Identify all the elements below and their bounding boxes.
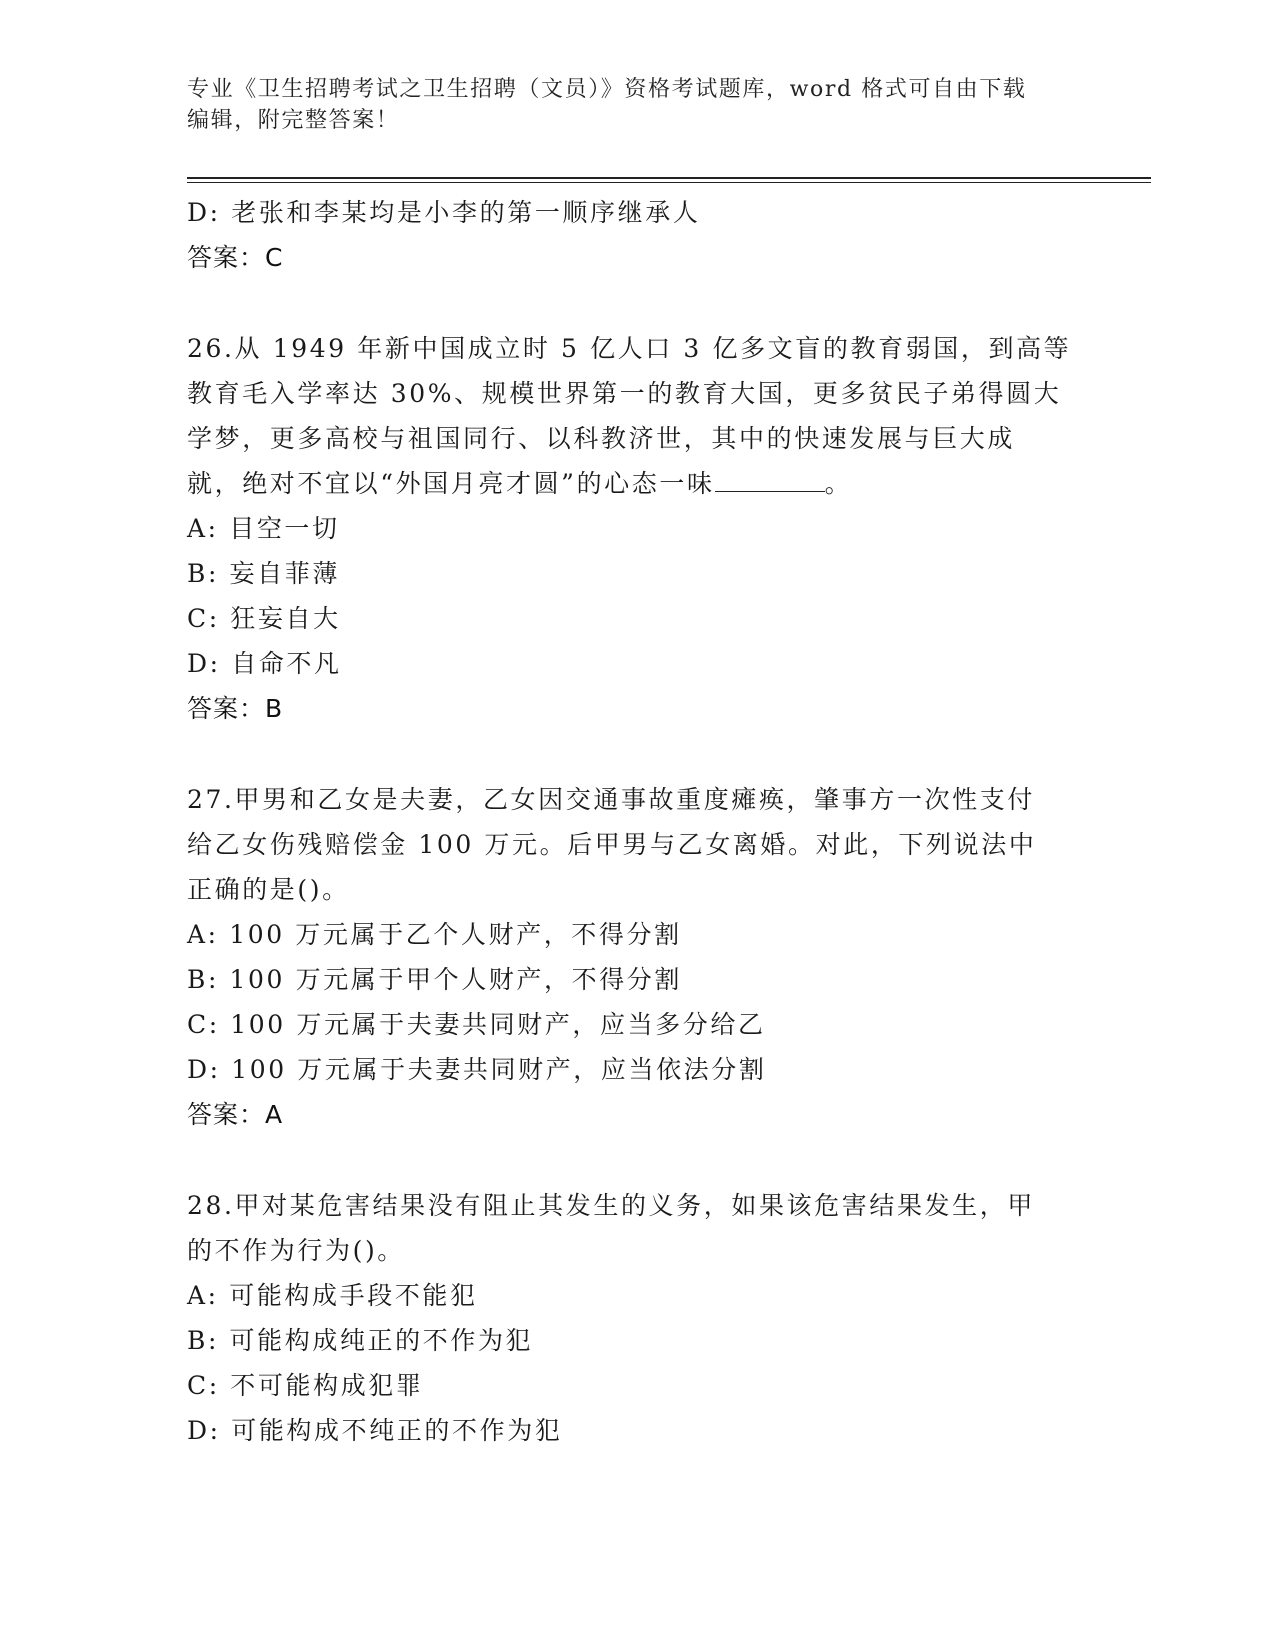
q26-stem-line-4 [187,461,1087,506]
q27-stem-line-2: 给乙女伤残赔偿金 100 万元。后甲男与乙女离婚。对此，下列说法中 [187,830,1037,859]
q27-stem-line-1: 27.甲男和乙女是夫妻，乙女因交通事故重度瘫痪，肇事方一次性支付 [187,785,1035,814]
q28-option-a: A: 可能构成手段不能犯 [187,1281,478,1310]
q26-stem-line-4-text: 就，绝对不宜以“外国月亮才圆”的心态一味 [187,469,715,498]
q27-option-a: A: 100 万元属于乙个人财产，不得分割 [187,920,682,949]
question-25-tail [187,190,1087,280]
q25-option-d: D: 老张和李某均是小李的第一顺序继承人 [187,198,701,227]
q28-option-b: B: 可能构成纯正的不作为犯 [187,1326,534,1355]
header-rule-thin [187,182,1151,183]
q26-stem-line-3: 学梦，更多高校与祖国同行、以科教济世，其中的快速发展与巨大成 [187,424,1016,453]
question-content [187,190,1087,1453]
q27-option-c: C: 100 万元属于夫妻共同财产，应当多分给乙 [187,1010,766,1039]
header-title-line-2: 编辑，附完整答案！ [187,108,400,133]
q26-option-c: C: 狂妄自大 [187,604,341,633]
header-rule-thick [187,177,1151,179]
q26-answer: 答案：B [187,694,284,723]
q26-option-b: B: 妄自菲薄 [187,559,340,588]
spacer [187,731,1087,777]
q28-option-c: C: 不可能构成犯罪 [187,1371,424,1400]
q26-stem-line-1: 26.从 1949 年新中国成立时 5 亿人口 3 亿多文盲的教育弱国，到高等 [187,334,1072,363]
fill-in-blank [715,469,825,492]
q27-option-d: D: 100 万元属于夫妻共同财产，应当依法分割 [187,1055,767,1084]
q26-option-d: D: 自命不凡 [187,649,342,678]
spacer [187,1137,1087,1183]
q28-option-d: D: 可能构成不纯正的不作为犯 [187,1416,563,1445]
q28-stem-line-1: 28.甲对某危害结果没有阻止其发生的义务，如果该危害结果发生，甲 [187,1191,1035,1220]
q27-stem-line-3: 正确的是()。 [187,875,350,904]
q26-stem-end: 。 [824,469,853,498]
q26-stem-line-2: 教育毛入学率达 30%、规模世界第一的教育大国，更多贫民子弟得圆大 [187,379,1062,408]
question-26 [187,326,1087,731]
question-28 [187,1183,1087,1453]
question-27 [187,777,1087,1137]
q25-answer: 答案：C [187,243,284,272]
document-header [187,74,1087,136]
q27-answer: 答案：A [187,1100,284,1129]
q27-option-b: B: 100 万元属于甲个人财产，不得分割 [187,965,683,994]
q26-option-a: A: 目空一切 [187,514,340,543]
header-title-line-1: 专业《卫生招聘考试之卫生招聘（文员）》资格考试题库，word 格式可自由下载 [187,77,1027,102]
q28-stem-line-2: 的不作为行为()。 [187,1236,405,1265]
spacer [187,280,1087,326]
